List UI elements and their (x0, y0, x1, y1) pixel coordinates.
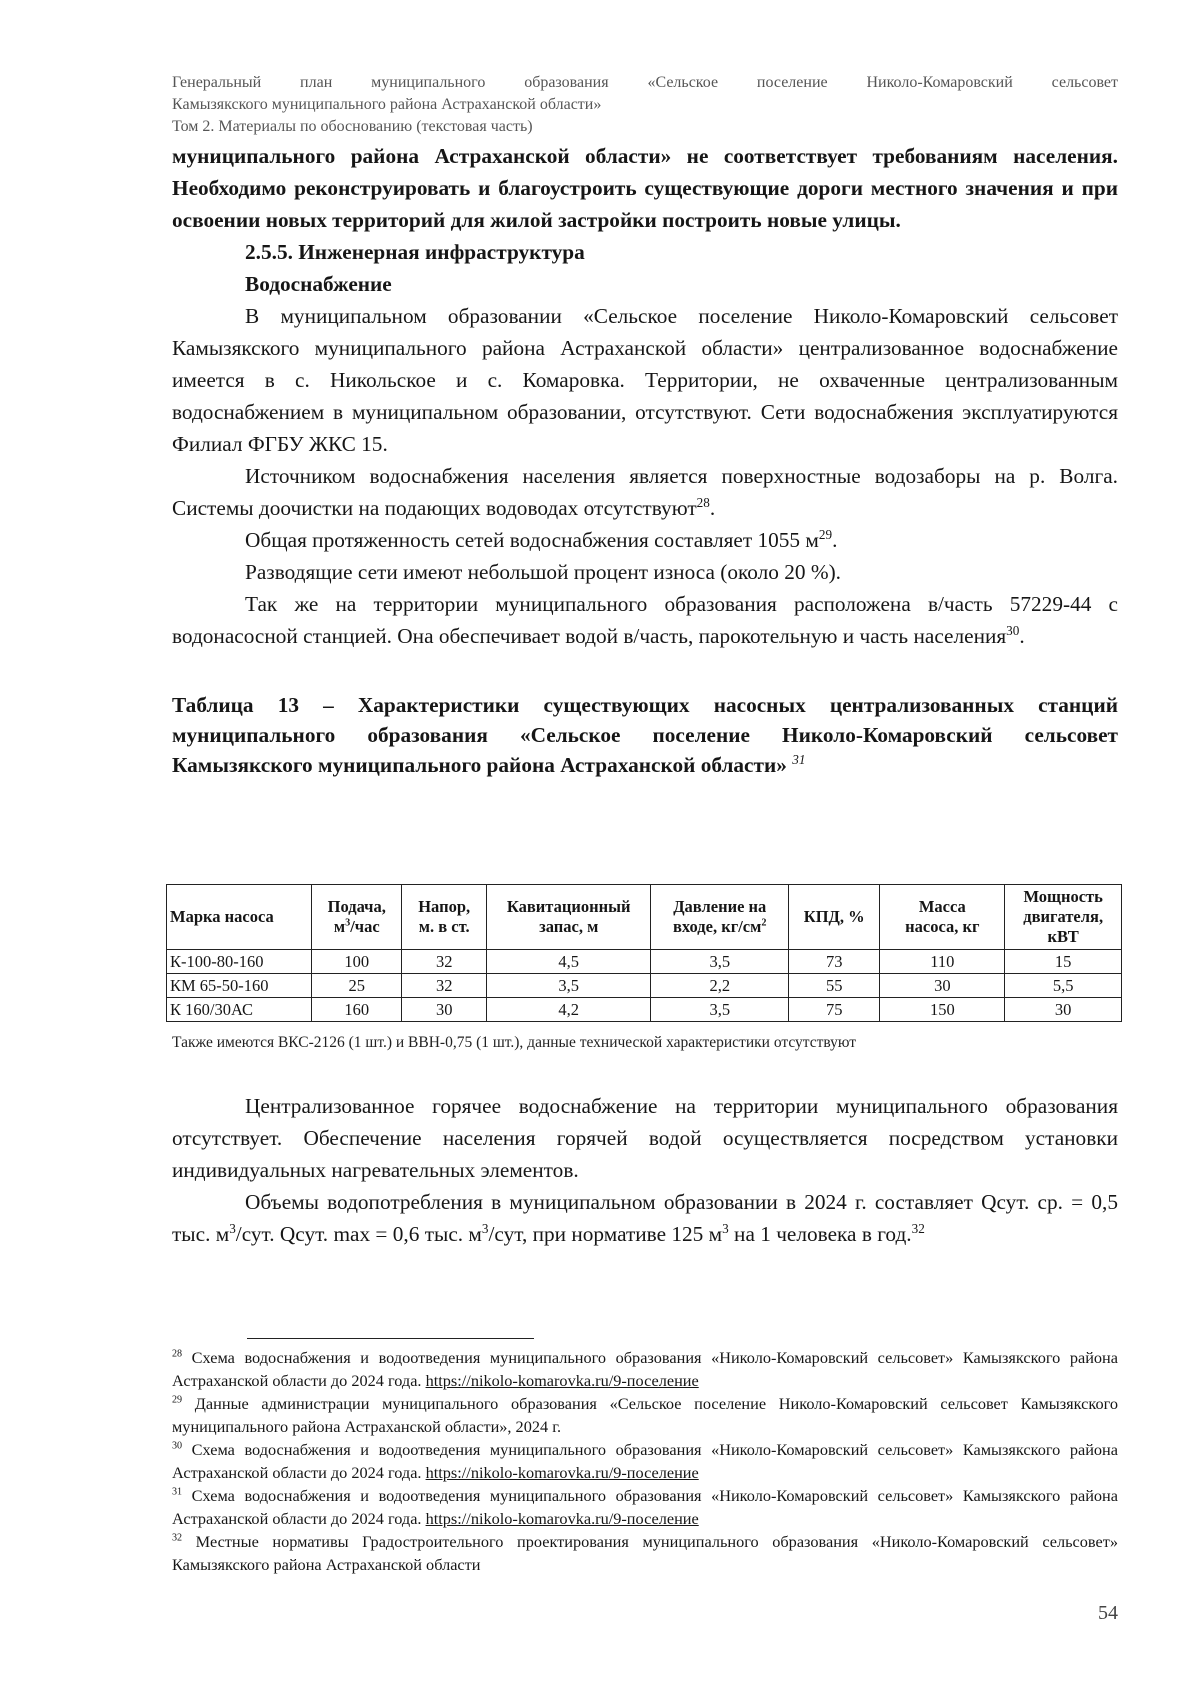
paragraph-7-part-b: /сут. Qсут. max = 0,6 тыс. м (235, 1222, 482, 1246)
footnote-number: 28 (172, 1348, 183, 1360)
col-header-head-line2: м. в ст. (418, 917, 470, 936)
col-header-power-line3: кВТ (1047, 927, 1079, 946)
paragraph-1: В муниципальном образовании «Сельское поселение Николо-Комаровский сельсовет Камызякского муниципального района Астраханской области» централизованное водоснабжение имеется в с. Никольское и с. Комаровка. Территории, не охваченные централизованным водоснабжением в муниципальном образовании, отсутствуют. Сети водоснабжения эксплуатируются Филиал ФГБУ ЖКС 15. (172, 304, 1118, 456)
header-line-1: Генеральный план муниципального образования «Сельское поселение Николо-Комаровский сельсовет (172, 74, 1118, 91)
col-header-mass (880, 885, 1005, 950)
footnote-text: Данные администрации муниципального образования «Сельское поселение Николо-Комаровский сельсовет Камызякского муниципального района Астраханской области», 2024 г. (172, 1394, 1118, 1436)
table-cell: 73 (789, 950, 880, 974)
paragraph-7-sup-2: 3 (481, 1220, 489, 1236)
pump-stations-table (166, 884, 1122, 1022)
table-row (167, 998, 1122, 1022)
paragraph-5-text: Так же на территории муниципального образования расположена в/часть 57229-44 с водонасосной станцией. Она обеспечивает водой в/часть, парокотельную и часть населения (172, 592, 1118, 648)
col-header-flow (312, 885, 402, 950)
table-cell: 150 (880, 998, 1005, 1022)
col-header-flow-line1: Подача, (327, 897, 386, 916)
table-cell: 3,5 (651, 998, 789, 1022)
footnote-number: 31 (172, 1486, 183, 1498)
section-title: 2.5.5. Инженерная инфраструктура (245, 240, 585, 264)
paragraph-7-part-a: Объемы водопотребления в муниципальном образовании в 2024 г. составляет Qсут. ср. = 0,5 тыс. м (172, 1190, 1118, 1246)
col-header-mass-line1: Масса (918, 897, 966, 916)
footnote-separator (247, 1338, 534, 1339)
col-header-pump-model: Марка насоса (167, 885, 312, 950)
table-cell: 110 (880, 950, 1005, 974)
table-cell: 100 (312, 950, 402, 974)
footnote-28 (172, 1346, 1118, 1392)
table-cell: 55 (789, 974, 880, 998)
paragraph-6: Централизованное горячее водоснабжение на территории муниципального образования отсутствует. Обеспечение населения горячей водой осуществляется посредством установки индивидуальных нагревательных элементов. (172, 1094, 1118, 1182)
col-header-flow-unit: м (333, 917, 346, 936)
col-header-head-line1: Напор, (418, 897, 471, 916)
paragraph-7-sup-1: 3 (229, 1220, 236, 1236)
table-caption-text: Таблица 13 – Характеристики существующих насосных централизованных станций муниципального образования «Сельское поселение Николо-Комаровский сельсовет Камызякского муниципального района Астраханской области» (172, 693, 1118, 777)
footnote-ref-28[interactable]: 28 (696, 494, 710, 510)
footnote-link[interactable]: https://nikolo-komarovka.ru/9-поселение (425, 1509, 699, 1528)
footnote-number: 30 (172, 1440, 183, 1452)
table-cell: 4,5 (487, 950, 651, 974)
paragraph-2-end: . (709, 496, 716, 520)
col-header-cavitation (487, 885, 651, 950)
paragraph-5-end: . (1019, 624, 1025, 648)
col-header-inlet-pressure (651, 885, 789, 950)
running-header (172, 72, 1118, 138)
table-cell: 32 (402, 950, 487, 974)
col-header-cavitation-line1: Кавитационный (506, 897, 631, 916)
header-line-3: Том 2. Материалы по обоснованию (текстовая часть) (172, 118, 533, 135)
col-header-flow-sup: 3 (345, 917, 351, 929)
footnote-ref-31[interactable]: 31 (792, 751, 806, 767)
col-header-cavitation-line2: запас, м (539, 917, 599, 936)
col-header-power-line1: Мощность (1023, 887, 1103, 906)
table-cell: 30 (880, 974, 1005, 998)
paragraph-7-part-d: на 1 человека в год. (728, 1222, 912, 1246)
footnote-ref-30[interactable]: 30 (1006, 622, 1020, 638)
footnote-text: Местные нормативы Градостроительного проектирования муниципального образования «Николо-Комаровский сельсовет» Камызякского района Астраханской области (172, 1532, 1118, 1574)
paragraph-3-text: Общая протяженность сетей водоснабжения составляет 1055 м (245, 528, 819, 552)
table-cell: 30 (402, 998, 487, 1022)
intro-paragraph: муниципального района Астраханской области» не соответствует требованиям населения. Необходимо реконструировать и благоустроить существующие дороги местного значения и при освоении новых территорий для жилой застройки построить новые улицы. (172, 144, 1118, 232)
footnote-number: 29 (172, 1394, 183, 1406)
table-cell: КМ 65-50-160 (167, 974, 312, 998)
section-subtitle: Водоснабжение (245, 272, 392, 296)
paragraph-7 (172, 1186, 1118, 1250)
footnote-text: Схема водоснабжения и водоотведения муниципального образования «Николо-Комаровский сельсовет» Камызякского района Астраханской области до 2024 года. (172, 1440, 1118, 1482)
footnote-text: Схема водоснабжения и водоотведения муниципального образования «Николо-Комаровский сельсовет» Камызякского района Астраханской области до 2024 года. (172, 1486, 1118, 1528)
table-cell: 2,2 (651, 974, 789, 998)
paragraph-2-text: Источником водоснабжения населения является поверхностные водозаборы на р. Волга. Системы доочистки на подающих водоводах отсутствуют (172, 464, 1118, 520)
table-cell: 4,2 (487, 998, 651, 1022)
footnote-29 (172, 1392, 1118, 1438)
table-header-row (167, 885, 1122, 950)
table-cell: 160 (312, 998, 402, 1022)
table-row (167, 974, 1122, 998)
footnote-text: Схема водоснабжения и водоотведения муниципального образования «Николо-Комаровский сельсовет» Камызякского района Астраханской области до 2024 года. (172, 1348, 1118, 1390)
footnote-30 (172, 1438, 1118, 1484)
paragraph-3 (172, 524, 1118, 556)
main-text-continued (172, 1090, 1118, 1250)
col-header-efficiency: КПД, % (789, 885, 880, 950)
main-text (172, 140, 1118, 780)
col-header-mass-line2: насоса, кг (905, 917, 980, 936)
table-caption (172, 690, 1118, 780)
footnote-ref-32[interactable]: 32 (911, 1220, 925, 1236)
col-header-head (402, 885, 487, 950)
table-note: Также имеются ВКС-2126 (1 шт.) и ВВН-0,75 (1 шт.), данные технической характеристики отсутствуют (172, 1034, 857, 1051)
footnote-link[interactable]: https://nikolo-komarovka.ru/9-поселение (425, 1371, 699, 1390)
table-row (167, 950, 1122, 974)
header-line-2: Камызякского муниципального района Астраханской области» (172, 96, 602, 113)
table-cell: К-100-80-160 (167, 950, 312, 974)
table-cell: 5,5 (1005, 974, 1122, 998)
paragraph-4: Разводящие сети имеют небольшой процент износа (около 20 %). (245, 560, 842, 584)
table-cell: 30 (1005, 998, 1122, 1022)
paragraph-5 (172, 588, 1118, 652)
table-cell: 32 (402, 974, 487, 998)
footnote-31 (172, 1484, 1118, 1530)
col-header-power-line2: двигателя, (1023, 907, 1104, 926)
footnote-32 (172, 1530, 1118, 1576)
paragraph-3-end: . (832, 528, 838, 552)
col-header-power (1005, 885, 1122, 950)
page-number: 54 (1098, 1602, 1118, 1624)
table-cell: 3,5 (651, 950, 789, 974)
footnote-link[interactable]: https://nikolo-komarovka.ru/9-поселение (425, 1463, 699, 1482)
col-header-pressure-line1: Давление на (673, 897, 767, 916)
footnote-ref-29[interactable]: 29 (818, 526, 833, 542)
table-cell: 15 (1005, 950, 1122, 974)
table-cell: 3,5 (487, 974, 651, 998)
col-header-pressure-sup: 2 (761, 917, 767, 929)
paragraph-7-sup-3: 3 (722, 1220, 729, 1236)
footnotes (172, 1346, 1118, 1576)
table-cell: 75 (789, 998, 880, 1022)
table-cell: К 160/30АС (167, 998, 312, 1022)
col-header-flow-unit-end: /час (350, 917, 380, 936)
paragraph-2 (172, 460, 1118, 524)
col-header-pressure-line2: входе, кг/см (673, 917, 762, 936)
paragraph-7-part-c: /сут, при нормативе 125 м (488, 1222, 723, 1246)
footnote-number: 32 (172, 1532, 183, 1544)
table-cell: 25 (312, 974, 402, 998)
